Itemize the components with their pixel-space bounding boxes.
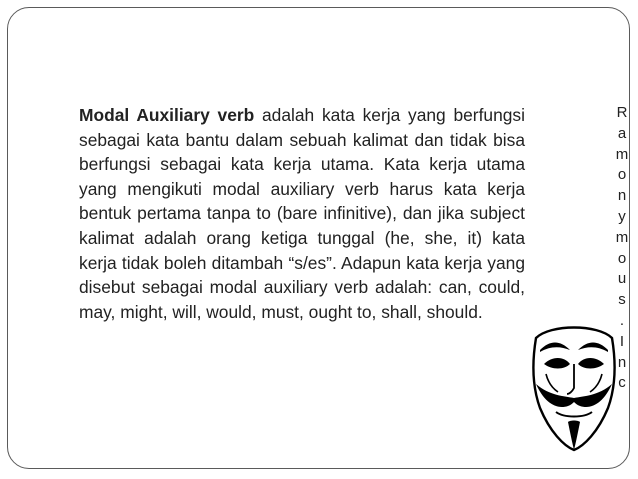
- name-letter: I: [619, 332, 625, 350]
- guy-fawkes-mask-icon: [522, 318, 626, 458]
- name-letter: o: [617, 249, 627, 267]
- name-letter: n: [617, 187, 627, 205]
- name-letter: y: [618, 207, 626, 225]
- name-letter: n: [617, 353, 627, 371]
- body-paragraph: [79, 103, 525, 324]
- name-letter: c: [618, 374, 626, 392]
- name-letter: .: [619, 311, 625, 329]
- name-letter: u: [617, 270, 627, 288]
- name-letter: m: [615, 228, 629, 246]
- name-letter: a: [617, 124, 627, 142]
- name-letter: m: [615, 145, 629, 163]
- paragraph-text: adalah kata kerja yang berfungsi sebagai kata bantu dalam sebuah kalimat dan tidak bisa berfungsi sebagai kata kerja utama. Kata kerja utama yang mengikuti modal auxiliary verb harus kata kerja bentuk pertama tanpa to (bare infinitive), dan jika subject kalimat adalah orang ketiga tunggal (he, she, it) kata kerja tidak boleh ditambah “s/es”. Adapun kata kerja yang disebut sebagai modal auxiliary verb adalah: can, could, may, might, will, would, must, ought to, shall, should.: [79, 105, 525, 322]
- term-heading: Modal Auxiliary verb: [79, 105, 255, 125]
- name-letter: o: [617, 166, 627, 184]
- name-letter: R: [616, 104, 628, 121]
- name-letter: s: [618, 291, 626, 309]
